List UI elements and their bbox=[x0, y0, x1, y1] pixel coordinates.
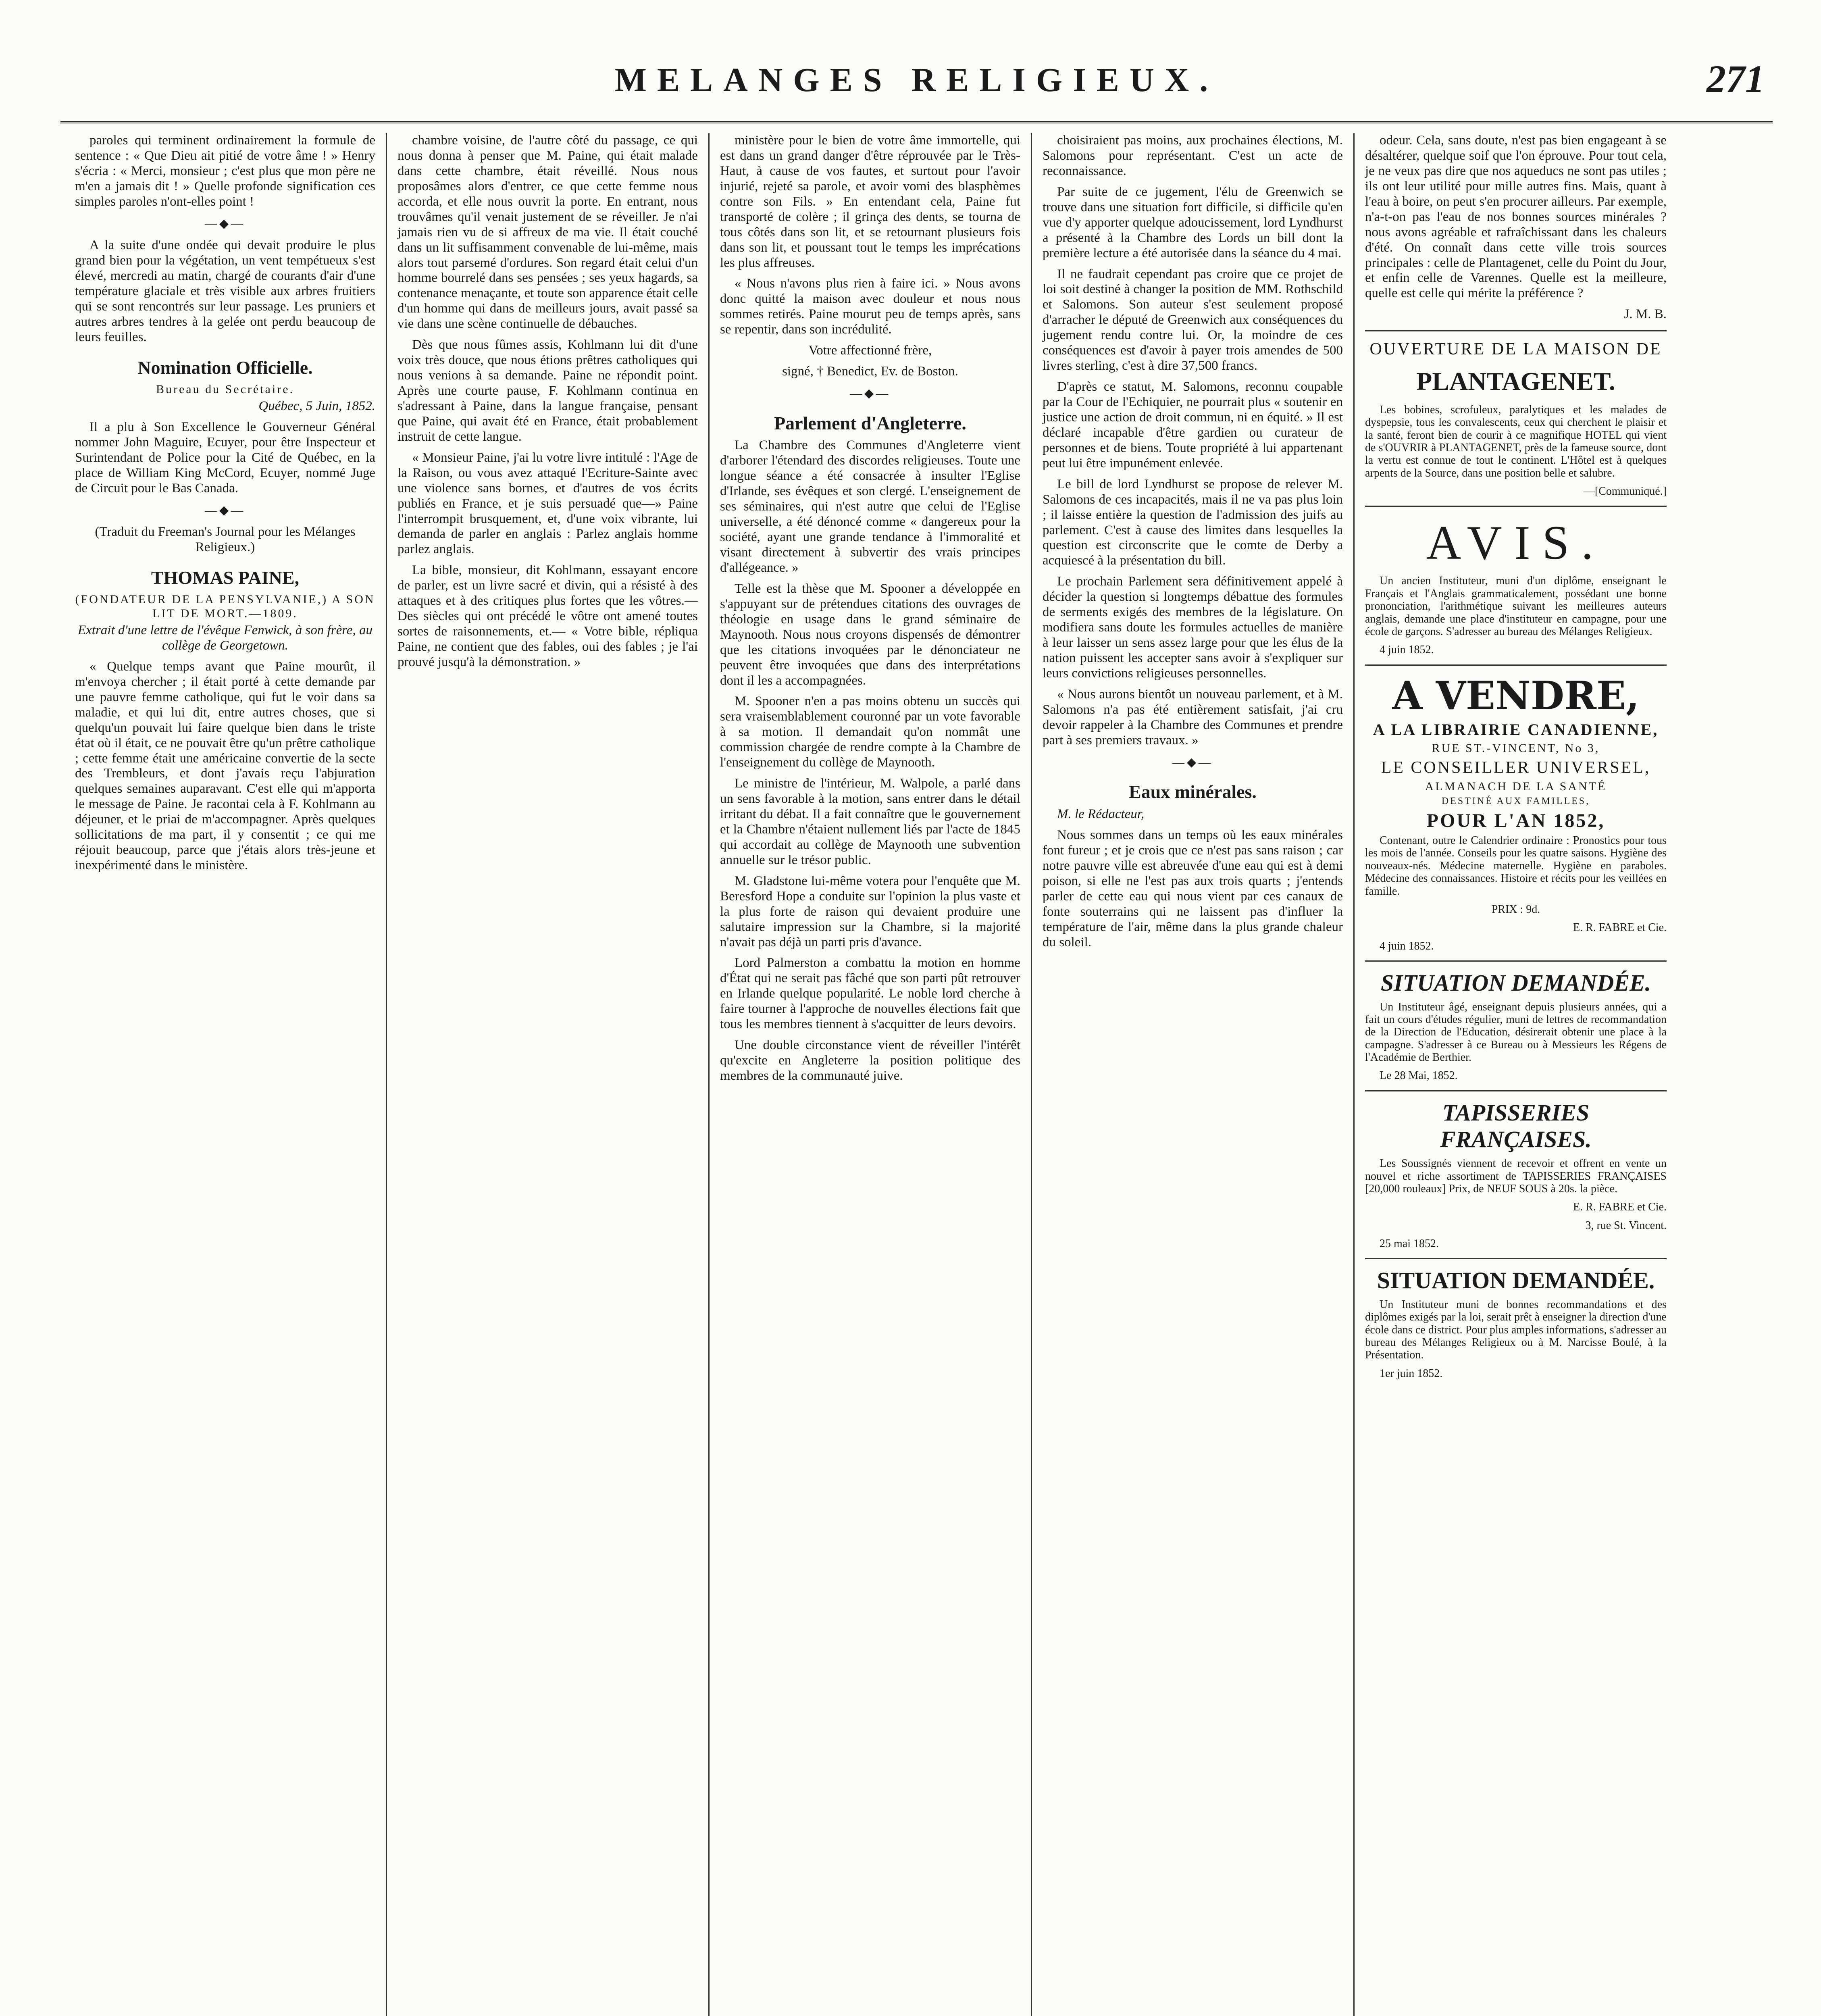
ouverture-heading: OUVERTURE DE LA MAISON DE bbox=[1369, 340, 1662, 359]
article-paragraph: odeur. Cela, sans doute, n'est pas bien engageant à se désaltérer, quelque soif que l'on éprouve. Pour tout cela, je ne veux pas dire que nos aqueducs ne sont pas utiles ; ils ont leur utilité pour mille autres fins. Mais, quant à l'eau à boire, on peut s'en procurer ailleurs. Par exemple, n'a-t-on pas l'eau de nos bonnes sources minérales ? nous avons agréable et rafraîchissant dans les chaleurs d'été. On connaît dans cette ville trois sources principales : celle de Plantagenet, celle du Point du Jour, et enfin celle de Varennes. Quelle est la meilleure, quelle est celle qui mérite la préférence ? bbox=[1365, 133, 1667, 301]
avendre-body: Contenant, outre le Calendrier ordinaire : Pronostics pour tous les mois de l'année. Conseils pour les quatre saisons. Hygiène des nouveaux-nés. Médecine maternelle. Hygiène en paraboles. Médecine des connaissances. Histoire et récits pour les veillées en famille. bbox=[1365, 834, 1667, 898]
article-paragraph: ministère pour le bien de votre âme immortelle, qui est dans un grand danger d'être réprouvée par le Très-Haut, à cause de vos fautes, et surtout pour l'avoir injurié, rejeté sa parole, et avoir vomi des blasphèmes contre son Fils. » En entendant cela, Paine fut transporté de colère ; il grinça des dents, se tourna de tous côtés dans son lit, et se retournant plusieurs fois dans son lit, et poussant tout le temps les imprécations les plus affreuses. bbox=[720, 133, 1020, 270]
nomination-subheading: Bureau du Secrétaire. bbox=[156, 382, 295, 396]
tapisseries-address: 3, rue St. Vincent. bbox=[1585, 1219, 1667, 1232]
masthead-rule bbox=[60, 121, 1773, 123]
avendre-date: 4 juin 1852. bbox=[1380, 939, 1434, 952]
divider bbox=[1365, 506, 1667, 507]
situation2-body: Un Instituteur muni de bonnes recommandations et des diplômes exigés par la loi, serait prêt à enseigner la direction d'une école dans ce district. Pour plus amples informations, s'adresser au bureau des Mélanges Religieux ou à M. Narcisse Boulé, à la Présentation. bbox=[1365, 1298, 1667, 1362]
parlement-heading: Parlement d'Angleterre. bbox=[774, 412, 966, 433]
article-paragraph: Nous sommes dans un temps où les eaux minérales font fureur ; et je crois que ce n'est pas sans raison ; car notre pauvre ville est abreuvée d'une eau qui est à demi poison, si elle ne l'est pas aux trois quarts ; j'entends parler de cette eau qui nous vient par ces canaux de fonte souterrains qui ne laissent pas d'influer la température de l'air, même dans la plus grande chaleur du soleil. bbox=[1043, 827, 1343, 950]
avis-body: Un ancien Instituteur, muni d'un diplôme, enseignant le Français et l'Anglais grammaticalement, possédant une bonne prononciation, l'arithmétique suivant les meilleures auteurs anglais, demande une place d'instituteur en campagne, pour une école de garçons. S'adresser au bureau des Mélanges Religieux. bbox=[1365, 575, 1667, 638]
paine-heading: THOMAS PAINE, bbox=[151, 567, 300, 588]
article-paragraph: Le prochain Parlement sera définitivement appelé à décider la question si longtemps débattue des formules de serments exigés des membres de la législature. On modifiera sans doute les formules actuelles de manière à leur laisser un sens assez large pour que les élus de la nation puissent les accepter sans avoir à s'expliquer sur leurs convictions religieuses personnelles. bbox=[1043, 574, 1343, 681]
avendre-sign: E. R. FABRE et Cie. bbox=[1573, 921, 1667, 934]
article-paragraph: « Nous n'avons plus rien à faire ici. » Nous avons donc quitté la maison avec douleur et nous nous sommes retirés. Paine mourut peu de temps après, sans se repentir, dans son incrédulité. bbox=[720, 276, 1020, 337]
article-paragraph: « Monsieur Paine, j'ai lu votre livre intitulé : l'Age de la Raison, ou vous avez attaqué l'Ecriture-Sainte avec une violence sans bornes, et d'autres de vos écrits publiés en France, et je suis persuadé que—» Paine l'interrompit brusquement, et, d'une voix vibrante, lui demanda de parler en anglais : Parlez anglais homme parlez anglais. bbox=[397, 450, 698, 557]
avis-date: 4 juin 1852. bbox=[1380, 644, 1434, 656]
article-paragraph: chambre voisine, de l'autre côté du passage, ce qui nous donna à penser que M. Paine, qui était malade dans cette chambre, était réveillé. Nous nous proposâmes alors d'entrer, ce que cette femme nous accorda, et elle nous ouvrit la porte. En entrant, nous trouvâmes qu'il venait justement de se réveiller. Je n'ai jamais rien vu de si affreux de ma vie. Il était couché dans un lit suffisamment convenable de lui-même, mais alors tout parsemé d'ordures. Son regard était celui d'un homme bourrelé dans ses pensées ; ses yeux hagards, sa contenance menaçante, et toute son apparence était celle d'un homme qui dans de meilleurs jours, avait passé sa vie dans une scène continuelle de débauches. bbox=[397, 133, 698, 331]
column-4 bbox=[1032, 133, 1355, 2016]
divider bbox=[1365, 960, 1667, 962]
article-paragraph: Il ne faudrait cependant pas croire que ce projet de loi soit destiné à changer la position de MM. Rothschild et Salomons. Son auteur s'est seulement proposé d'arracher le député de Greenwich aux conséquences du jugement rendu contre lui. Or, la moindre de ces conséquences est d'avoir à payer trois amendes de 500 livres sterling, c'est à dire 37,500 francs. bbox=[1043, 267, 1343, 373]
separator: —◆— bbox=[204, 503, 246, 517]
article-paragraph: La bible, monsieur, dit Kohlmann, essayant encore de parler, est un livre sacré et divin, qui a résisté à des attaques et à des critiques plus fortes que les vôtres.—Des siècles qui ont précédé le vôtre ont amené toutes sortes de raisonnements, et.— « Votre bible, répliqua Paine, ne contient que des fables, oui des fables ; je l'ai prouvé jusqu'à la démonstration. » bbox=[397, 563, 698, 669]
column-1 bbox=[65, 133, 387, 2016]
paine-extract: Extrait d'une lettre de l'évêque Fenwick, à son frère, au collège de Georgetown. bbox=[77, 623, 373, 653]
article-paragraph: A la suite d'une ondée qui devait produire le plus grand bien pour la végétation, un vent tempétueux s'est élevé, mercredi au matin, chargé de courants d'air d'une température glaciale et très visible aux arbres fruitiers qui se sont rencontrés sur leur passage. Les pruniers et autres arbres tendres à la gelée ont perdu beaucoup de leurs feuilles. bbox=[75, 238, 375, 344]
article-paragraph: Par suite de ce jugement, l'élu de Greenwich se trouve dans une situation fort difficile, si difficile qu'en vue d'y apporter quelque adoucissement, lord Lyndhurst a présenté à la Chambre des Lords un bill dont la première lecture a été autorisée dans la séance du 4 mai. bbox=[1043, 184, 1343, 260]
article-paragraph: D'après ce statut, M. Salomons, reconnu coupable par la Cour de l'Echiquier, ne pourrait plus « soutenir en justice une action de droit commun, ni en équité. » Il est déclaré incapable d'être gardien ou curateur de personnes et de biens. Toute propriété à lui appartenant peut lui être impunément enlevée. bbox=[1043, 379, 1343, 471]
article-paragraph: Lord Palmerston a combattu la motion en homme d'État qui ne serait pas fâché que son parti pût retrouver en Irlande quelque popularité. Le noble lord cherche à faire tourner à l'approche de nouvelles élections fait que tous les membres tiennent à s'acquitter de leurs devoirs. bbox=[720, 956, 1020, 1032]
article-paragraph: M. Spooner n'en a pas moins obtenu un succès qui sera vraisemblablement couronné par un vote favorable à sa motion. Il demandait qu'on nommât une commission chargée de rendre compte à la Chambre de l'enseignement du collège de Maynooth. bbox=[720, 694, 1020, 770]
article-paragraph: « Quelque temps avant que Paine mourût, il m'envoya chercher ; il était porté à cette demande par une pauvre femme catholique, qui fut le voir dans sa maladie, et qui lui dit, entre autres choses, que si quelqu'un pouvait lui faire quelque bien dans le triste état où il était, ce ne pouvait être qu'un prêtre catholique ; cette femme était une américaine convertie de la secte des Trembleurs, et dont j'avais reçu l'abjuration quelques semaines auparavant. C'est elle qui m'apporta le message de Paine. Je racontai cela à F. Kohlmann au déjeuner, et le priai de m'accompagner. Après quelques sollicitations de ma part, il y consentit ; ce qui me réjouit beaucoup, parce que j'étais alors très-jeune et inexpérimenté dans le ministère. bbox=[75, 659, 375, 873]
situation2-date: 1er juin 1852. bbox=[1380, 1367, 1443, 1380]
masthead-title: MELANGES RELIGIEUX. bbox=[614, 61, 1219, 99]
ouverture-body: Les bobines, scrofuleux, paralytiques et les malades de dyspepsie, tous les convalescents, ceux qui cherchent le plaisir et la santé, feront bien de courir à ce magnifique HOTEL qui vient de s'OUVRIR à PLANTAGENET, près de la fameuse source, dont la vertu est connue de tout le continent. L'Hôtel est à quelques arpents de la Source, dans une position belle et salubre. bbox=[1365, 403, 1667, 479]
avendre-subheading: A LA LIBRAIRIE CANADIENNE, bbox=[1373, 721, 1659, 739]
situation-body: Un Instituteur âgé, enseignant depuis plusieurs années, qui a fait un cours d'études régulier, muni de lettres de recommandation de la Direction de l'Education, désirerait obtenir une place à la campagne. S'adresser à ce Bureau ou à Messieurs les Régens de l'Académie de Berthier. bbox=[1365, 1000, 1667, 1064]
divider bbox=[1365, 330, 1667, 331]
situation-heading: SITUATION DEMANDÉE. bbox=[1380, 969, 1651, 996]
avendre-heading: A VENDRE, bbox=[1392, 673, 1640, 719]
ouverture-note: —[Communiqué.] bbox=[1583, 485, 1667, 498]
separator: —◆— bbox=[849, 387, 891, 400]
divider bbox=[1365, 1090, 1667, 1091]
article-paragraph: Une double circonstance vient de réveiller l'intérêt qu'excite en Angleterre la position politique des membres de la communauté juive. bbox=[720, 1038, 1020, 1083]
page-number: 271 bbox=[1707, 57, 1765, 100]
nomination-date: Québec, 5 Juin, 1852. bbox=[258, 399, 375, 414]
article-paragraph: Telle est la thèse que M. Spooner a développée en s'appuyant sur de prétendues citations des ouvrages de théologie en usage dans le grand séminaire de Maynooth. Nous nous croyons dispensés de démontrer que les citations invoquées par le dénonciateur ne peuvent être invoquées que dans des interprétations dont il les a accompagnées. bbox=[720, 581, 1020, 688]
tapisseries-date: 25 mai 1852. bbox=[1380, 1237, 1439, 1250]
situation-date: Le 28 Mai, 1852. bbox=[1380, 1069, 1458, 1082]
nomination-heading: Nomination Officielle. bbox=[137, 357, 313, 378]
ouverture-title: PLANTAGENET. bbox=[1416, 367, 1615, 396]
separator: —◆— bbox=[1172, 755, 1213, 769]
article-paragraph: Dès que nous fûmes assis, Kohlmann lui dit d'une voix très douce, que nous étions prêtres catholiques qui nous venions à sa demande. Paine ne répondit point. Après une courte pause, F. Kohlmann continua en s'adressant à Paine, dans la langue française, pensant que Paine, qui avait été en France, était probablement instruit de cette langue. bbox=[397, 337, 698, 444]
eaux-heading: Eaux minérales. bbox=[1129, 781, 1257, 802]
separator: —◆— bbox=[204, 217, 246, 230]
avendre-destine: DESTINÉ AUX FAMILLES, bbox=[1441, 796, 1590, 807]
signoff: J. M. B. bbox=[1624, 307, 1667, 322]
tapisseries-heading: TAPISSERIES FRANÇAISES. bbox=[1440, 1099, 1592, 1153]
avendre-price: PRIX : 9d. bbox=[1491, 903, 1540, 916]
tapisseries-body: Les Soussignés viennent de recevoir et offrent en vente un nouvel et riche assortiment de TAPISSERIES FRANÇAISES [20,000 rouleaux] Prix, de NEUF SOUS à 20s. la pièce. bbox=[1365, 1157, 1667, 1195]
avis-heading: AVIS. bbox=[1426, 516, 1606, 570]
article-paragraph: paroles qui terminent ordinairement la formule de sentence : « Que Dieu ait pitié de votre âme ! » Henry s'écria : « Merci, monsieur ; c'est plus que mon père ne m'en a jamais dit ! » Quelle profonde signification ces simples paroles n'ont-elles point ! bbox=[75, 133, 375, 209]
avendre-address: RUE ST.-VINCENT, No 3, bbox=[1432, 741, 1600, 755]
article-paragraph: choisiraient pas moins, aux prochaines élections, M. Salomons pour représentant. C'est un acte de reconnaissance. bbox=[1043, 133, 1343, 178]
letter-signature: signé, † Benedict, Ev. de Boston. bbox=[782, 364, 958, 379]
divider bbox=[1365, 1258, 1667, 1259]
paine-subheading: (FONDATEUR DE LA PENSYLVANIE,) A SON LIT DE MORT.—1809. bbox=[75, 593, 375, 620]
translated-note: (Traduit du Freeman's Journal pour les Mélanges Religieux.) bbox=[95, 525, 356, 555]
column-3 bbox=[710, 133, 1032, 2016]
letter-closing: Votre affectionné frère, bbox=[808, 343, 932, 358]
tapisseries-sign: E. R. FABRE et Cie. bbox=[1573, 1201, 1667, 1214]
column-2 bbox=[387, 133, 710, 2016]
masthead bbox=[60, 56, 1773, 117]
article-paragraph: Le bill de lord Lyndhurst se propose de relever M. Salomons de ces incapacités, mais il ne va pas plus loin ; il laisse entière la question de l'admission des juifs au parlement. C'est à cause des limites dans lesquelles la question est circonscrite que le comte de Derby a acquiescé à la présentation du bill. bbox=[1043, 477, 1343, 568]
article-paragraph: M. Gladstone lui-même votera pour l'enquête que M. Beresford Hope a conduite sur l'opinion la plus vaste et la plus forte de raison qui devaient produire une salutaire impression sur la Chambre, si la majorité n'avait pas déjà un parti pris d'avance. bbox=[720, 873, 1020, 950]
nomination-body: Il a plu à Son Excellence le Gouverneur Général nommer John Maguire, Ecuyer, pour être Inspecteur et Surintendant de Police pour la Cité de Québec, en la place de William King McCord, Ecuyer, nommé Juge de Circuit pour le Bas Canada. bbox=[75, 420, 375, 496]
avendre-almanach: ALMANACH DE LA SANTÉ bbox=[1425, 779, 1607, 793]
article-paragraph: Le ministre de l'intérieur, M. Walpole, a parlé dans un sens favorable à la motion, sans entrer dans le détail irritant du débat. Il a fait connaître que le gouvernement et la Chambre n'étaient nullement liés par l'acte de 1845 qui accordait au collège de Maynooth une subvention annuelle sur le trésor public. bbox=[720, 776, 1020, 867]
article-paragraph: La Chambre des Communes d'Angleterre vient d'arborer l'étendard des discordes religieuses. Toute une longue séance a été consacrée à insulter l'Eglise d'Irlande, ses évêques et son clergé. L'enseignement de ses séminaires, qui n'est autre que celui de l'Eglise universelle, a été dénoncé comme « dangereux pour la société, ayant une grande tendance à l'immoralité et visant directement à subvertir des vrais principes d'allégeance. » bbox=[720, 438, 1020, 575]
divider bbox=[1365, 664, 1667, 666]
column-5 bbox=[1355, 133, 1677, 2016]
columns bbox=[65, 133, 1774, 2016]
eaux-salutation: M. le Rédacteur, bbox=[1057, 807, 1145, 822]
situation2-heading: SITUATION DEMANDÉE. bbox=[1377, 1267, 1655, 1294]
avendre-title: LE CONSEILLER UNIVERSEL, bbox=[1381, 758, 1651, 777]
avendre-year: POUR L'AN 1852, bbox=[1426, 810, 1605, 831]
article-paragraph: « Nous aurons bientôt un nouveau parlement, et à M. Salomons n'a pas été entièrement satisfait, j'ai cru devoir rappeler à la Chambre des Communes et prendre part à ses premiers travaux. » bbox=[1043, 687, 1343, 748]
